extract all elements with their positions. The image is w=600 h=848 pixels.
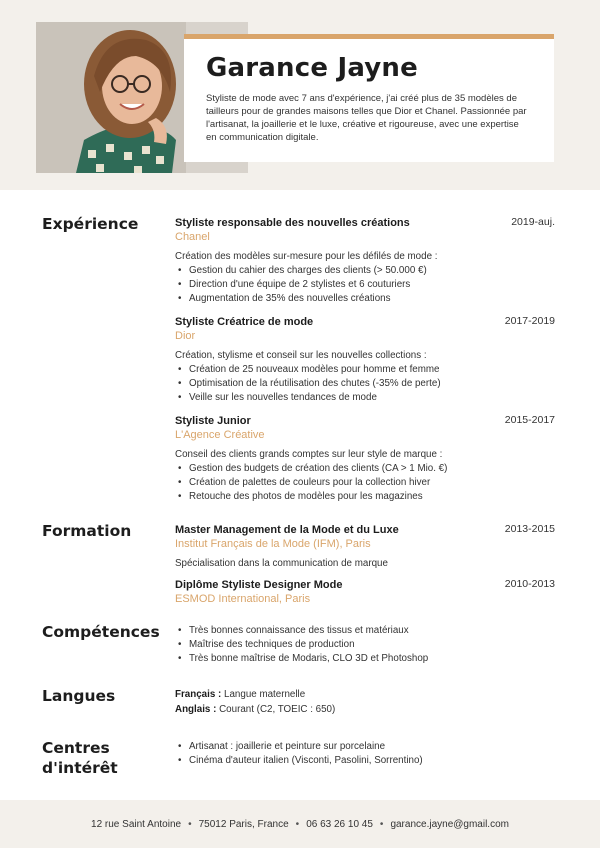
list-item: • Veille sur les nouvelles tendances de mode — [175, 391, 555, 405]
section-title-line: d'intérêt — [42, 759, 118, 777]
date-range: 2013-2015 — [504, 523, 555, 535]
list-item: • Gestion des budgets de création des clients (CA > 1 Mio. €) — [175, 462, 555, 476]
phone[interactable]: 06 63 26 10 45 — [306, 818, 373, 830]
school-name: ESMOD International, Paris — [175, 593, 311, 605]
section-title-interests — [42, 738, 118, 778]
section-title-education: Formation — [42, 522, 132, 540]
experience-entry — [175, 315, 555, 406]
list-item: • Très bonne maîtrise de Modaris, CLO 3D et Photoshop — [175, 652, 555, 666]
email[interactable]: garance.jayne@gmail.com — [390, 818, 509, 830]
list-item: • Direction d'une équipe de 2 stylistes et 6 couturiers — [175, 278, 555, 292]
skills-list-wrap — [175, 624, 555, 667]
list-item: • Création de 25 nouveaux modèles pour homme et femme — [175, 363, 555, 377]
profile-summary: Styliste de mode avec 7 ans d'expérience, j'ai créé plus de 35 modèles de tailleurs pour de grandes maisons telles que Dior et Chanel. Passionnée par l'artisanat, la joaillerie et le luxe, créative et rigoureuse, avec une expertise en communication digitale. — [206, 93, 527, 143]
list-item: • Gestion du cahier des charges des clients (> 50.000 €) — [175, 264, 555, 278]
language-name: Français : — [175, 689, 222, 700]
language-name: Anglais : — [175, 703, 217, 715]
list-item: • Retouche des photos de modèles pour les magazines — [175, 490, 555, 504]
section-title-experience: Expérience — [42, 215, 139, 233]
language-item — [175, 703, 555, 718]
city: 75012 Paris, France — [198, 818, 289, 830]
separator-dot: • — [295, 818, 300, 830]
list-item: • Augmentation de 35% des nouvelles créations — [175, 292, 555, 306]
date-range: 2010-2013 — [504, 578, 555, 590]
degree-title: Master Management de la Mode et du Luxe — [175, 524, 399, 536]
list-item: • Maîtrise des techniques de production — [175, 638, 555, 652]
degree-description: Spécialisation dans la communication de marque — [175, 558, 388, 569]
list-item: • Artisanat : joaillerie et peinture sur porcelaine — [175, 740, 555, 754]
list-item: • Très bonnes connaissance des tissus et matériaux — [175, 624, 555, 638]
section-title-line: Centres — [42, 739, 110, 757]
list-item: • Optimisation de la réutilisation des chutes (-35% de perte) — [175, 377, 555, 391]
experience-entry — [175, 216, 555, 307]
school-name: Institut Français de la Mode (IFM), Paris — [175, 538, 371, 550]
job-title: Styliste Créatrice de mode — [175, 316, 314, 328]
language-level: Langue maternelle — [224, 689, 306, 700]
languages-list — [175, 688, 555, 717]
job-title: Styliste Junior — [175, 415, 251, 427]
achievement-list — [175, 264, 555, 307]
job-description: Création, stylisme et conseil sur les nouvelles collections : — [175, 350, 427, 361]
achievement-list — [175, 462, 555, 505]
experience-entry — [175, 414, 555, 505]
separator-dot: • — [188, 818, 192, 830]
section-title-languages: Langues — [42, 687, 116, 705]
company-name: Dior — [175, 330, 196, 342]
date-range: 2017-2019 — [504, 315, 555, 327]
skills-list — [175, 624, 555, 667]
list-item: • Cinéma d'auteur italien (Visconti, Pasolini, Sorrentino) — [175, 754, 555, 768]
job-title: Styliste responsable des nouvelles créations — [175, 217, 410, 229]
date-range: 2019-auj. — [511, 216, 555, 228]
education-entry — [175, 578, 555, 606]
education-entry — [175, 523, 555, 571]
address: 12 rue Saint Antoine — [91, 818, 182, 830]
interests-list-wrap — [175, 740, 555, 768]
separator-dot: • — [379, 818, 384, 830]
contact-footer — [0, 800, 600, 848]
interests-list — [175, 740, 555, 768]
job-description: Création des modèles sur-mesure pour les défilés de mode : — [175, 251, 438, 262]
header-card — [184, 34, 554, 162]
candidate-name: Garance Jayne — [206, 53, 418, 83]
company-name: L'Agence Créative — [175, 429, 265, 441]
job-description: Conseil des clients grands comptes sur leur style de marque : — [175, 449, 443, 460]
degree-title: Diplôme Styliste Designer Mode — [175, 579, 343, 591]
date-range: 2015-2017 — [504, 414, 555, 426]
language-level: Courant (C2, TOEIC : 650) — [219, 703, 336, 715]
achievement-list — [175, 363, 555, 406]
list-item: • Création de palettes de couleurs pour la collection hiver — [175, 476, 555, 490]
company-name: Chanel — [175, 231, 210, 243]
language-item — [175, 688, 555, 703]
section-title-skills: Compétences — [42, 623, 160, 641]
